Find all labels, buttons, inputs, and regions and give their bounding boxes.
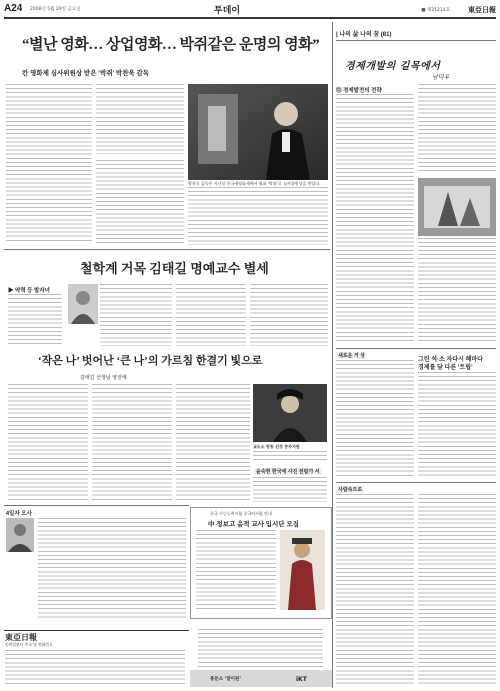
divider — [4, 249, 330, 250]
kt-logo: iKT — [296, 676, 307, 683]
headline-memorial: ‘작은 나’ 벗어난 ‘큰 나’의 가르침 한결기 빛으로 — [38, 355, 263, 367]
divider — [4, 505, 189, 506]
issue-date: 2008년 5월 29일 금요일 — [30, 7, 81, 12]
article-body-text — [188, 187, 328, 245]
column-text — [418, 250, 496, 344]
right-subhead: ⑮ 경제발전의 전략 — [336, 88, 382, 94]
handwritten-name: 남덕우 — [432, 74, 450, 81]
divider — [336, 40, 496, 41]
ad-image — [280, 530, 325, 610]
article-body-text — [96, 84, 184, 154]
divider — [336, 348, 496, 349]
headline-park-chan-wook: “별난 영화… 상업영화… 박쥐같은 운명의 영화” — [22, 37, 320, 53]
page-number: A24 — [4, 3, 23, 14]
obituary-text — [250, 284, 328, 346]
professor-photo — [68, 284, 98, 324]
bio-box-title: ▶ 약력 등 발자녀 — [8, 288, 50, 294]
memorial-text — [176, 384, 250, 502]
article-body-text — [6, 84, 92, 244]
news-headline-1: 그린 석·소 자다시 해마다 — [418, 357, 483, 363]
column-text — [336, 94, 414, 344]
memorial-byline: 김태길 선생님 영전에 — [80, 375, 127, 381]
news-section-tag: 새로운 거 상 — [338, 353, 365, 359]
publication-name: 東亞日報 — [468, 6, 496, 14]
obituary-text — [176, 284, 246, 346]
issue-number: ■ 제21214호 — [421, 8, 450, 13]
right-column-head: | 나의 삶 나의 꿈 (81) — [336, 32, 392, 38]
obituary-text — [100, 284, 172, 346]
column-photo-caption — [418, 238, 496, 248]
ad-subtitle: 중국 수능능력시험 중국어시험 안내 — [210, 511, 272, 516]
director-photo-caption: 박찬욱 감독은 지난달 칸국제영화제에서 영화 ‘박쥐’로 심사위원상을 받았다. — [188, 181, 321, 186]
section-tag: 윤숙현 한국에 사진 전람가 서 — [256, 469, 320, 475]
small-obituary-title: 4일자 오사 — [6, 511, 32, 517]
article-body-text — [96, 160, 184, 244]
column-text — [418, 84, 496, 174]
musician-photo — [253, 384, 327, 442]
divider — [336, 482, 496, 483]
news-text — [336, 360, 414, 478]
column-photo — [418, 178, 496, 236]
bottom-ad-caption: 통문소 ‘맡이된’ — [210, 677, 242, 682]
section-title: 투데이 — [214, 5, 241, 15]
subhead-park-chan-wook: 칸 영화제 심사위원상 받은 ‘박쥐’ 박찬욱 감독 — [22, 70, 150, 77]
people-text — [336, 494, 414, 686]
footer-subtitle: 동아일보사 주소 및 전화번호 — [5, 642, 53, 647]
news-text — [418, 372, 496, 478]
footer-text — [5, 650, 185, 686]
ad-text — [196, 530, 276, 610]
director-photo — [188, 84, 328, 180]
page-header — [4, 3, 496, 19]
handwritten-title: 경제개발의 길목에서 — [345, 61, 441, 72]
bottom-ad-text — [198, 629, 323, 667]
memorial-text — [8, 384, 88, 502]
musician-caption-text — [253, 451, 327, 463]
footer-title: 東亞日報 — [5, 633, 37, 642]
headline-obituary: 철학계 거목 김태길 명예교수 별세 — [80, 261, 269, 276]
column-separator — [332, 22, 333, 688]
people-section-tag: 사람속으로 — [338, 487, 363, 493]
people-text — [418, 494, 496, 686]
memorial-text — [92, 384, 172, 502]
small-obituary-text — [38, 518, 186, 618]
news-headline-2: 경제를 담 다른 ‘트립’ — [418, 365, 473, 371]
musician-text — [253, 477, 327, 502]
musician-photo-caption: 교도소 방송 선정 중주지원 — [253, 444, 300, 449]
ad-title: 中 정보고 음적 교사 입시단 모집 — [208, 521, 299, 528]
obituary-small-photo — [6, 518, 34, 552]
bio-box-text — [8, 294, 62, 344]
